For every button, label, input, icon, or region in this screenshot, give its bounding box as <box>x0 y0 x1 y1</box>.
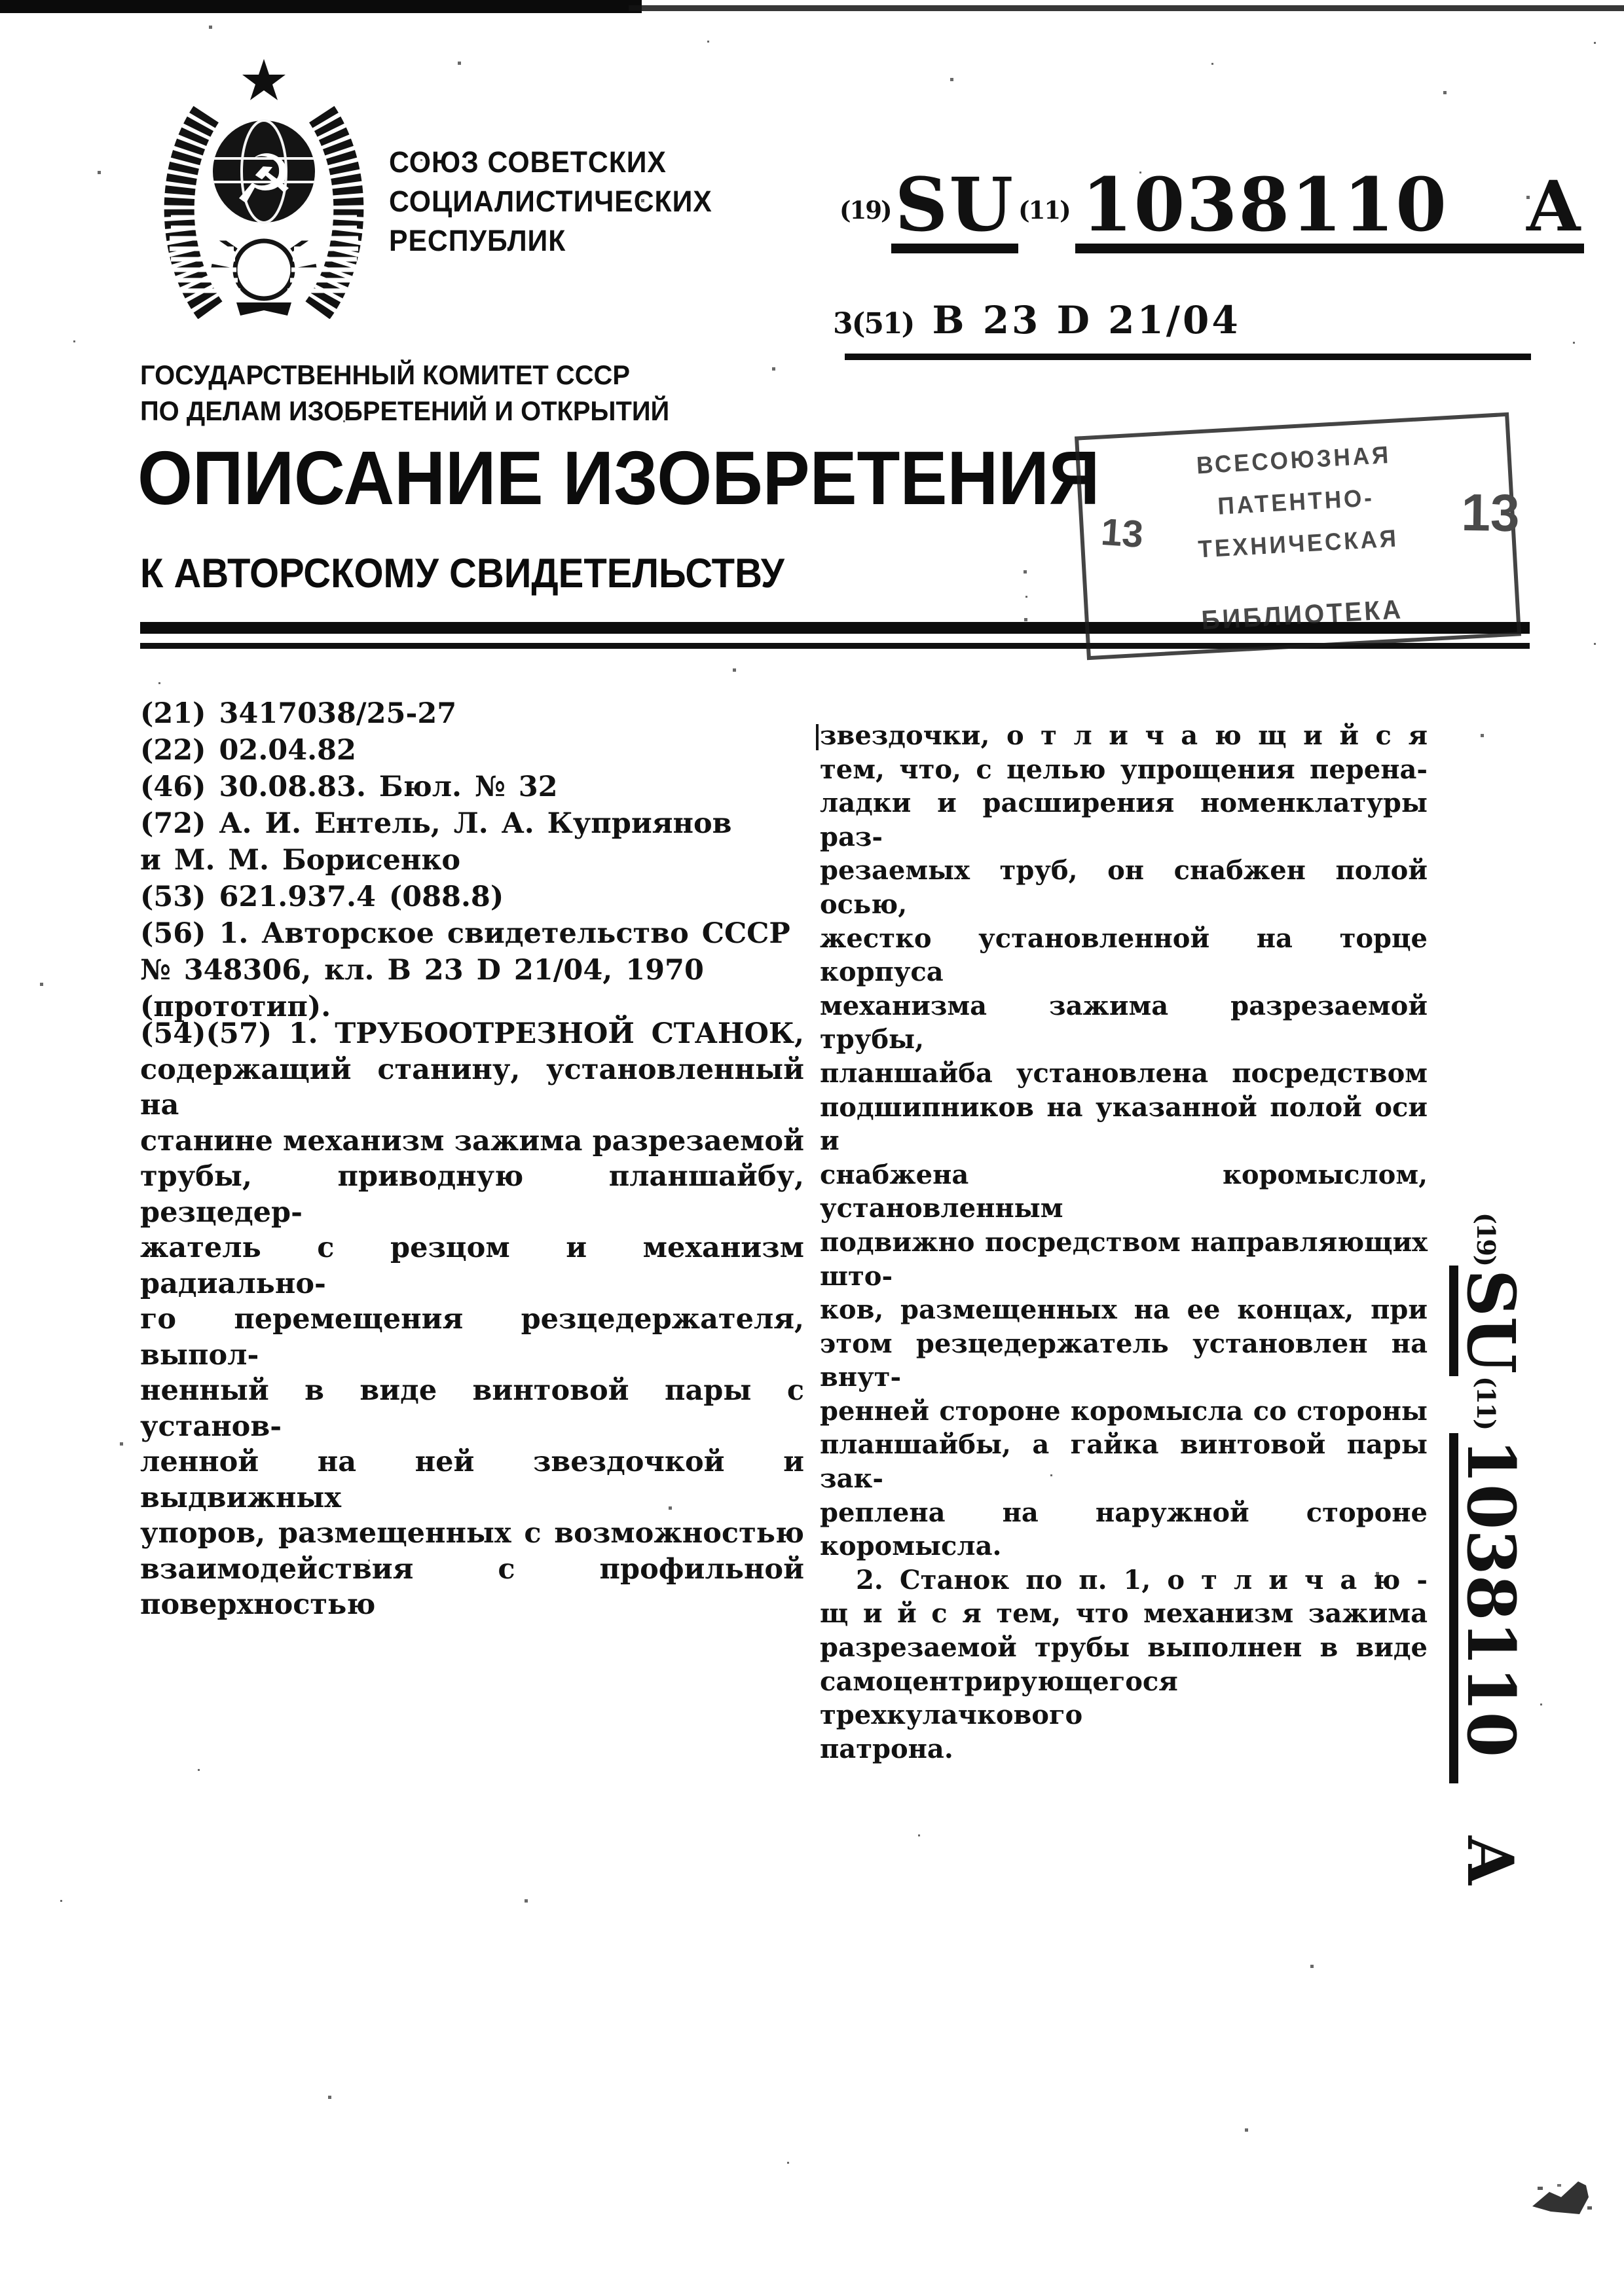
vertical-document-number <box>1449 1212 1530 1885</box>
kind-code: A <box>1526 165 1582 247</box>
publication-number: 1038110 <box>1449 1433 1524 1783</box>
state-committee <box>140 357 669 429</box>
claim-line: реплена на наружной стороне коромысла. <box>820 1497 1428 1562</box>
country-code: SU <box>891 169 1019 253</box>
claim-line: 2. Станок по п. 1, о т л и ч а ю - <box>856 1564 1428 1595</box>
claim-line: (54)(57) 1. ТРУБООТРЕЗНОЙ СТАНОК, <box>140 1017 804 1050</box>
bibliographic-block <box>140 695 808 1025</box>
claim-line: снабжена коромыслом, установленным <box>820 1159 1428 1224</box>
biblio-line: (прототип). <box>140 991 331 1023</box>
svg-text:☭: ☭ <box>233 139 295 219</box>
claim-line: этом резцедержатель установлен на внут- <box>820 1328 1428 1393</box>
code-19: (19) <box>840 196 891 225</box>
claims-column-left <box>140 1016 804 1623</box>
stamp-line: ПАТЕНТНО- <box>1217 484 1375 520</box>
claim-line: ренней стороне коромысла со стороны <box>820 1395 1428 1427</box>
claim-line: жатель с резцом и механизм радиально- <box>140 1231 804 1300</box>
claim-line: патрона. <box>820 1733 953 1764</box>
document-number-row <box>840 162 1584 253</box>
claim-line: жестко установленной на торце корпуса <box>820 922 1428 988</box>
committee-line: ГОСУДАРСТВЕННЫЙ КОМИТЕТ СССР <box>140 359 630 390</box>
union-line: РЕСПУБЛИК <box>389 224 566 257</box>
union-line: СОЮЗ СОВЕТСКИХ <box>389 145 667 179</box>
scan-top-bar-thin <box>629 5 1624 11</box>
code-11: (11) <box>1471 1376 1501 1430</box>
code-19: (19) <box>1471 1212 1501 1266</box>
claim-line: тем, что, с целью упрощения перена- <box>820 754 1428 785</box>
claim-line: подшипников на указанной полой оси и <box>820 1091 1428 1157</box>
library-stamp <box>1075 412 1521 661</box>
ipc-class-code: В 23 D 21/04 <box>932 298 1241 342</box>
scan-tick-mark <box>816 724 819 750</box>
publication-number-group <box>1075 162 1585 253</box>
claim-line: ленной на ней звездочкой и выдвижных <box>140 1446 804 1514</box>
biblio-line: (56) 1. Авторское свидетельство СССР <box>140 917 790 950</box>
claim-line: самоцентрирующегося трехкулачкового <box>820 1666 1178 1731</box>
country-code: SU <box>1449 1266 1524 1376</box>
classification-underline <box>845 354 1531 360</box>
committee-line: ПО ДЕЛАМ ИЗОБРЕТЕНИЙ И ОТКРЫТИЙ <box>140 395 670 426</box>
claim-line: звездочки, о т л и ч а ю щ и й с я <box>820 720 1428 751</box>
claim-line: ков, размещенных на ее концах, при <box>820 1294 1428 1326</box>
claim-line: упоров, размещенных с возможностью <box>140 1517 804 1550</box>
claim-line: механизма зажима разрезаемой трубы, <box>820 990 1428 1055</box>
claim-line: го перемещения резцедержателя, выпол- <box>140 1303 804 1372</box>
publication-number: 1038110 <box>1081 162 1449 248</box>
claim-line: планшайба установлена посредством <box>820 1057 1428 1089</box>
claim-line: ладки и расширения номенклатуры раз- <box>820 788 1428 852</box>
claims-column-right <box>820 719 1428 1766</box>
biblio-line: (53) 621.937.4 (088.8) <box>140 881 504 913</box>
union-name <box>389 143 712 261</box>
stamp-line: ВСЕСОЮЗНАЯ <box>1196 441 1392 479</box>
page-title: ОПИСАНИЕ ИЗОБРЕТЕНИЯ <box>138 435 1100 520</box>
ussr-coat-of-arms-icon <box>159 54 369 319</box>
code-11: (11) <box>1018 196 1070 225</box>
scan-noise <box>0 0 2 2</box>
claim-line: подвижно посредством направляющих што- <box>820 1226 1428 1292</box>
claim-line: щ и й с я тем, что механизм зажима <box>820 1598 1428 1630</box>
claim-line: разрезаемой трубы выполнен в виде <box>820 1632 1428 1664</box>
claim-line: ненный в виде винтовой пары с установ- <box>140 1374 804 1443</box>
claim-line: станине механизм зажима разрезаемой <box>140 1124 804 1157</box>
scan-top-bar <box>0 0 642 13</box>
stamp-number-right: 13 <box>1460 483 1521 543</box>
biblio-line: и М. М. Борисенко <box>140 844 461 877</box>
claim-line: планшайбы, а гайка винтовой пары зак- <box>820 1429 1428 1495</box>
biblio-line: (46) 30.08.83. Бюл. № 32 <box>140 771 558 803</box>
biblio-line: № 348306, кл. В 23 D 21/04, 1970 <box>140 954 704 987</box>
stamp-number-left: 13 <box>1099 510 1145 556</box>
claim-line: содержащий станину, установленный на <box>140 1053 804 1121</box>
kind-code: A <box>1453 1836 1527 1885</box>
stamp-line: БИБЛИОТЕКА <box>1200 594 1404 636</box>
stamp-line: ТЕХНИЧЕСКАЯ <box>1197 524 1399 563</box>
biblio-line: (22) 02.04.82 <box>140 734 356 767</box>
ink-smudge <box>1531 2178 1596 2226</box>
claim-line: взаимодействия с профильной поверхностью <box>140 1552 804 1621</box>
claim-line: резаемых труб, он снабжен полой осью, <box>820 855 1428 920</box>
biblio-line: (72) А. И. Ентель, Л. А. Куприянов <box>140 807 732 840</box>
union-line: СОЦИАЛИСТИЧЕСКИХ <box>389 185 712 218</box>
biblio-line: (21) 3417038/25-27 <box>140 697 457 730</box>
page-subtitle: К АВТОРСКОМУ СВИДЕТЕЛЬСТВУ <box>140 551 784 596</box>
classification-row <box>833 298 1241 342</box>
class-prefix: 3(51) <box>833 307 914 340</box>
claim-line: трубы, приводную планшайбу, резцедер- <box>140 1160 804 1229</box>
